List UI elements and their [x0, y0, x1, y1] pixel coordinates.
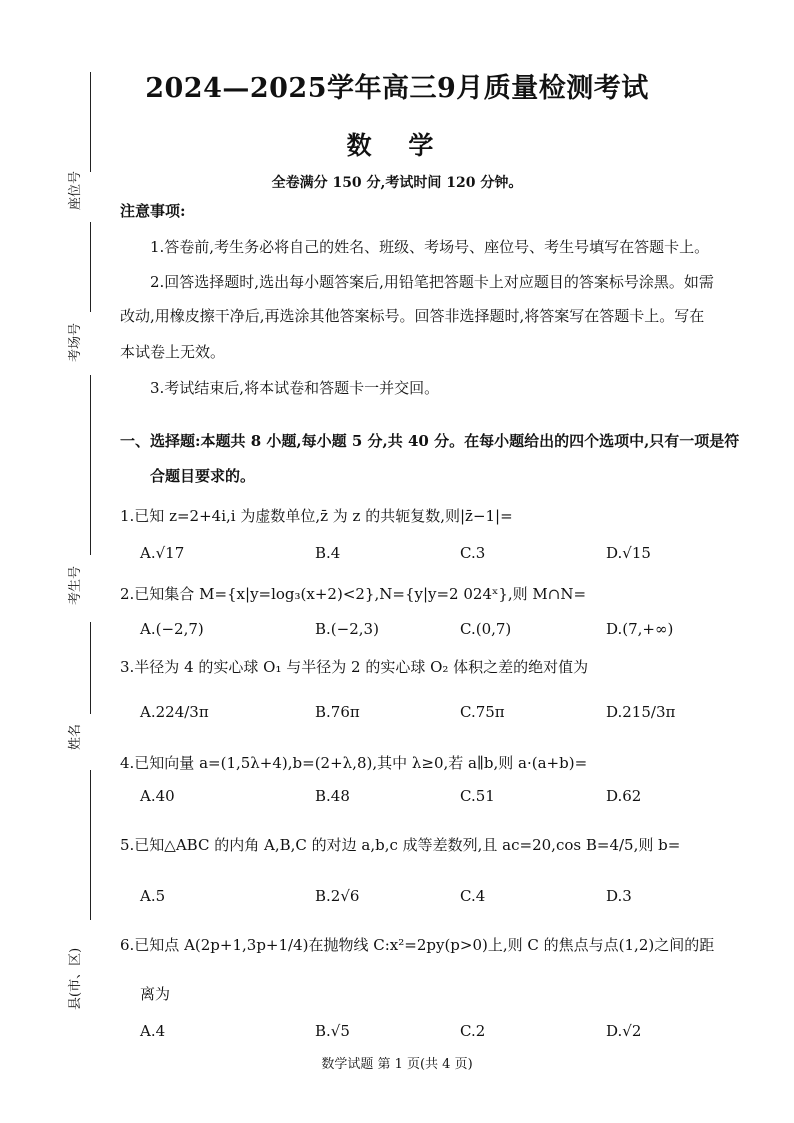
option-b: B.48 [315, 787, 350, 805]
page-footer: 数学试题 第 1 页(共 4 页) [321, 1057, 473, 1072]
option-b: B.(−2,3) [315, 620, 379, 638]
option-d: D.215/3π [606, 703, 676, 721]
notice-heading: 注意事项: [120, 202, 186, 220]
section-heading: 一、选择题:本题共 8 小题,每小题 5 分,共 40 分。在每小题给出的四个选项中,只有一项是符 [120, 432, 740, 450]
question-6-stem-cont: 离为 [140, 985, 171, 1003]
option-d: D.3 [606, 887, 632, 905]
option-a: A.224/3π [140, 703, 209, 721]
notice-item-3: 3.考试结束后,将本试卷和答题卡一并交回。 [150, 379, 440, 397]
option-d: D.62 [606, 787, 642, 805]
question-1-stem: 1.已知 z=2+4i,i 为虚数单位,z̄ 为 z 的共轭复数,则|z̄−1|= [120, 507, 513, 525]
option-d: D.(7,+∞) [606, 620, 674, 638]
exam-title: 2024—2025学年高三9月质量检测考试 [145, 73, 649, 104]
option-b: B.√5 [315, 1022, 350, 1040]
question-6-stem: 6.已知点 A(2p+1,3p+1/4)在抛物线 C:x²=2py(p>0)上,则 C 的焦点与点(1,2)之间的距 [120, 936, 715, 954]
question-5-options [140, 887, 760, 911]
option-a: A.4 [140, 1022, 166, 1040]
margin-line [90, 222, 91, 312]
seat-number-label: 座位号 [68, 170, 83, 210]
margin-line [90, 770, 91, 920]
notice-item-1: 1.答卷前,考生务必将自己的姓名、班级、考场号、座位号、考生号填写在答题卡上。 [150, 238, 710, 256]
option-b: B.76π [315, 703, 360, 721]
option-c: C.51 [460, 787, 495, 805]
question-4-stem: 4.已知向量 a=(1,5λ+4),b=(2+λ,8),其中 λ≥0,若 a∥b,则 a·(a+b)= [120, 754, 588, 772]
option-b: B.2√6 [315, 887, 360, 905]
county-label: 县(市、区) [68, 947, 83, 1010]
option-a: A.5 [140, 887, 166, 905]
question-3-stem: 3.半径为 4 的实心球 O₁ 与半径为 2 的实心球 O₂ 体积之差的绝对值为 [120, 658, 589, 676]
notice-item-2-cont: 改动,用橡皮擦干净后,再选涂其他答案标号。回答非选择题时,将答案写在答题卡上。写在 [120, 307, 705, 325]
subject-title: 数 学 [346, 131, 448, 160]
option-a: A.√17 [140, 544, 185, 562]
question-4-options [140, 787, 760, 811]
question-6-options [140, 1022, 760, 1046]
option-c: C.4 [460, 887, 486, 905]
option-b: B.4 [315, 544, 341, 562]
option-c: C.3 [460, 544, 486, 562]
question-5-stem: 5.已知△ABC 的内角 A,B,C 的对边 a,b,c 成等差数列,且 ac=20,cos B=4/5,则 b= [120, 836, 681, 854]
option-d: D.√2 [606, 1022, 642, 1040]
option-c: C.(0,7) [460, 620, 512, 638]
option-a: A.40 [140, 787, 175, 805]
section-heading-cont: 合题目要求的。 [150, 467, 256, 485]
option-a: A.(−2,7) [140, 620, 204, 638]
name-label: 姓名 [68, 723, 83, 750]
exam-room-label: 考场号 [68, 322, 83, 362]
option-d: D.√15 [606, 544, 651, 562]
margin-line [90, 375, 91, 555]
notice-item-2: 2.回答选择题时,选出每小题答案后,用铅笔把答题卡上对应题目的答案标号涂黑。如需 [150, 273, 714, 291]
option-c: C.75π [460, 703, 505, 721]
student-number-label: 考生号 [68, 565, 83, 605]
question-1-options [140, 544, 760, 568]
margin-line [90, 622, 91, 714]
question-2-options [140, 620, 760, 644]
question-3-options [140, 703, 760, 727]
question-2-stem: 2.已知集合 M={x|y=log₃(x+2)<2},N={y|y=2 024ˣ},则 M∩N= [120, 585, 587, 603]
notice-item-2-end: 本试卷上无效。 [120, 343, 226, 361]
option-c: C.2 [460, 1022, 486, 1040]
score-info: 全卷满分 150 分,考试时间 120 分钟。 [271, 175, 523, 191]
